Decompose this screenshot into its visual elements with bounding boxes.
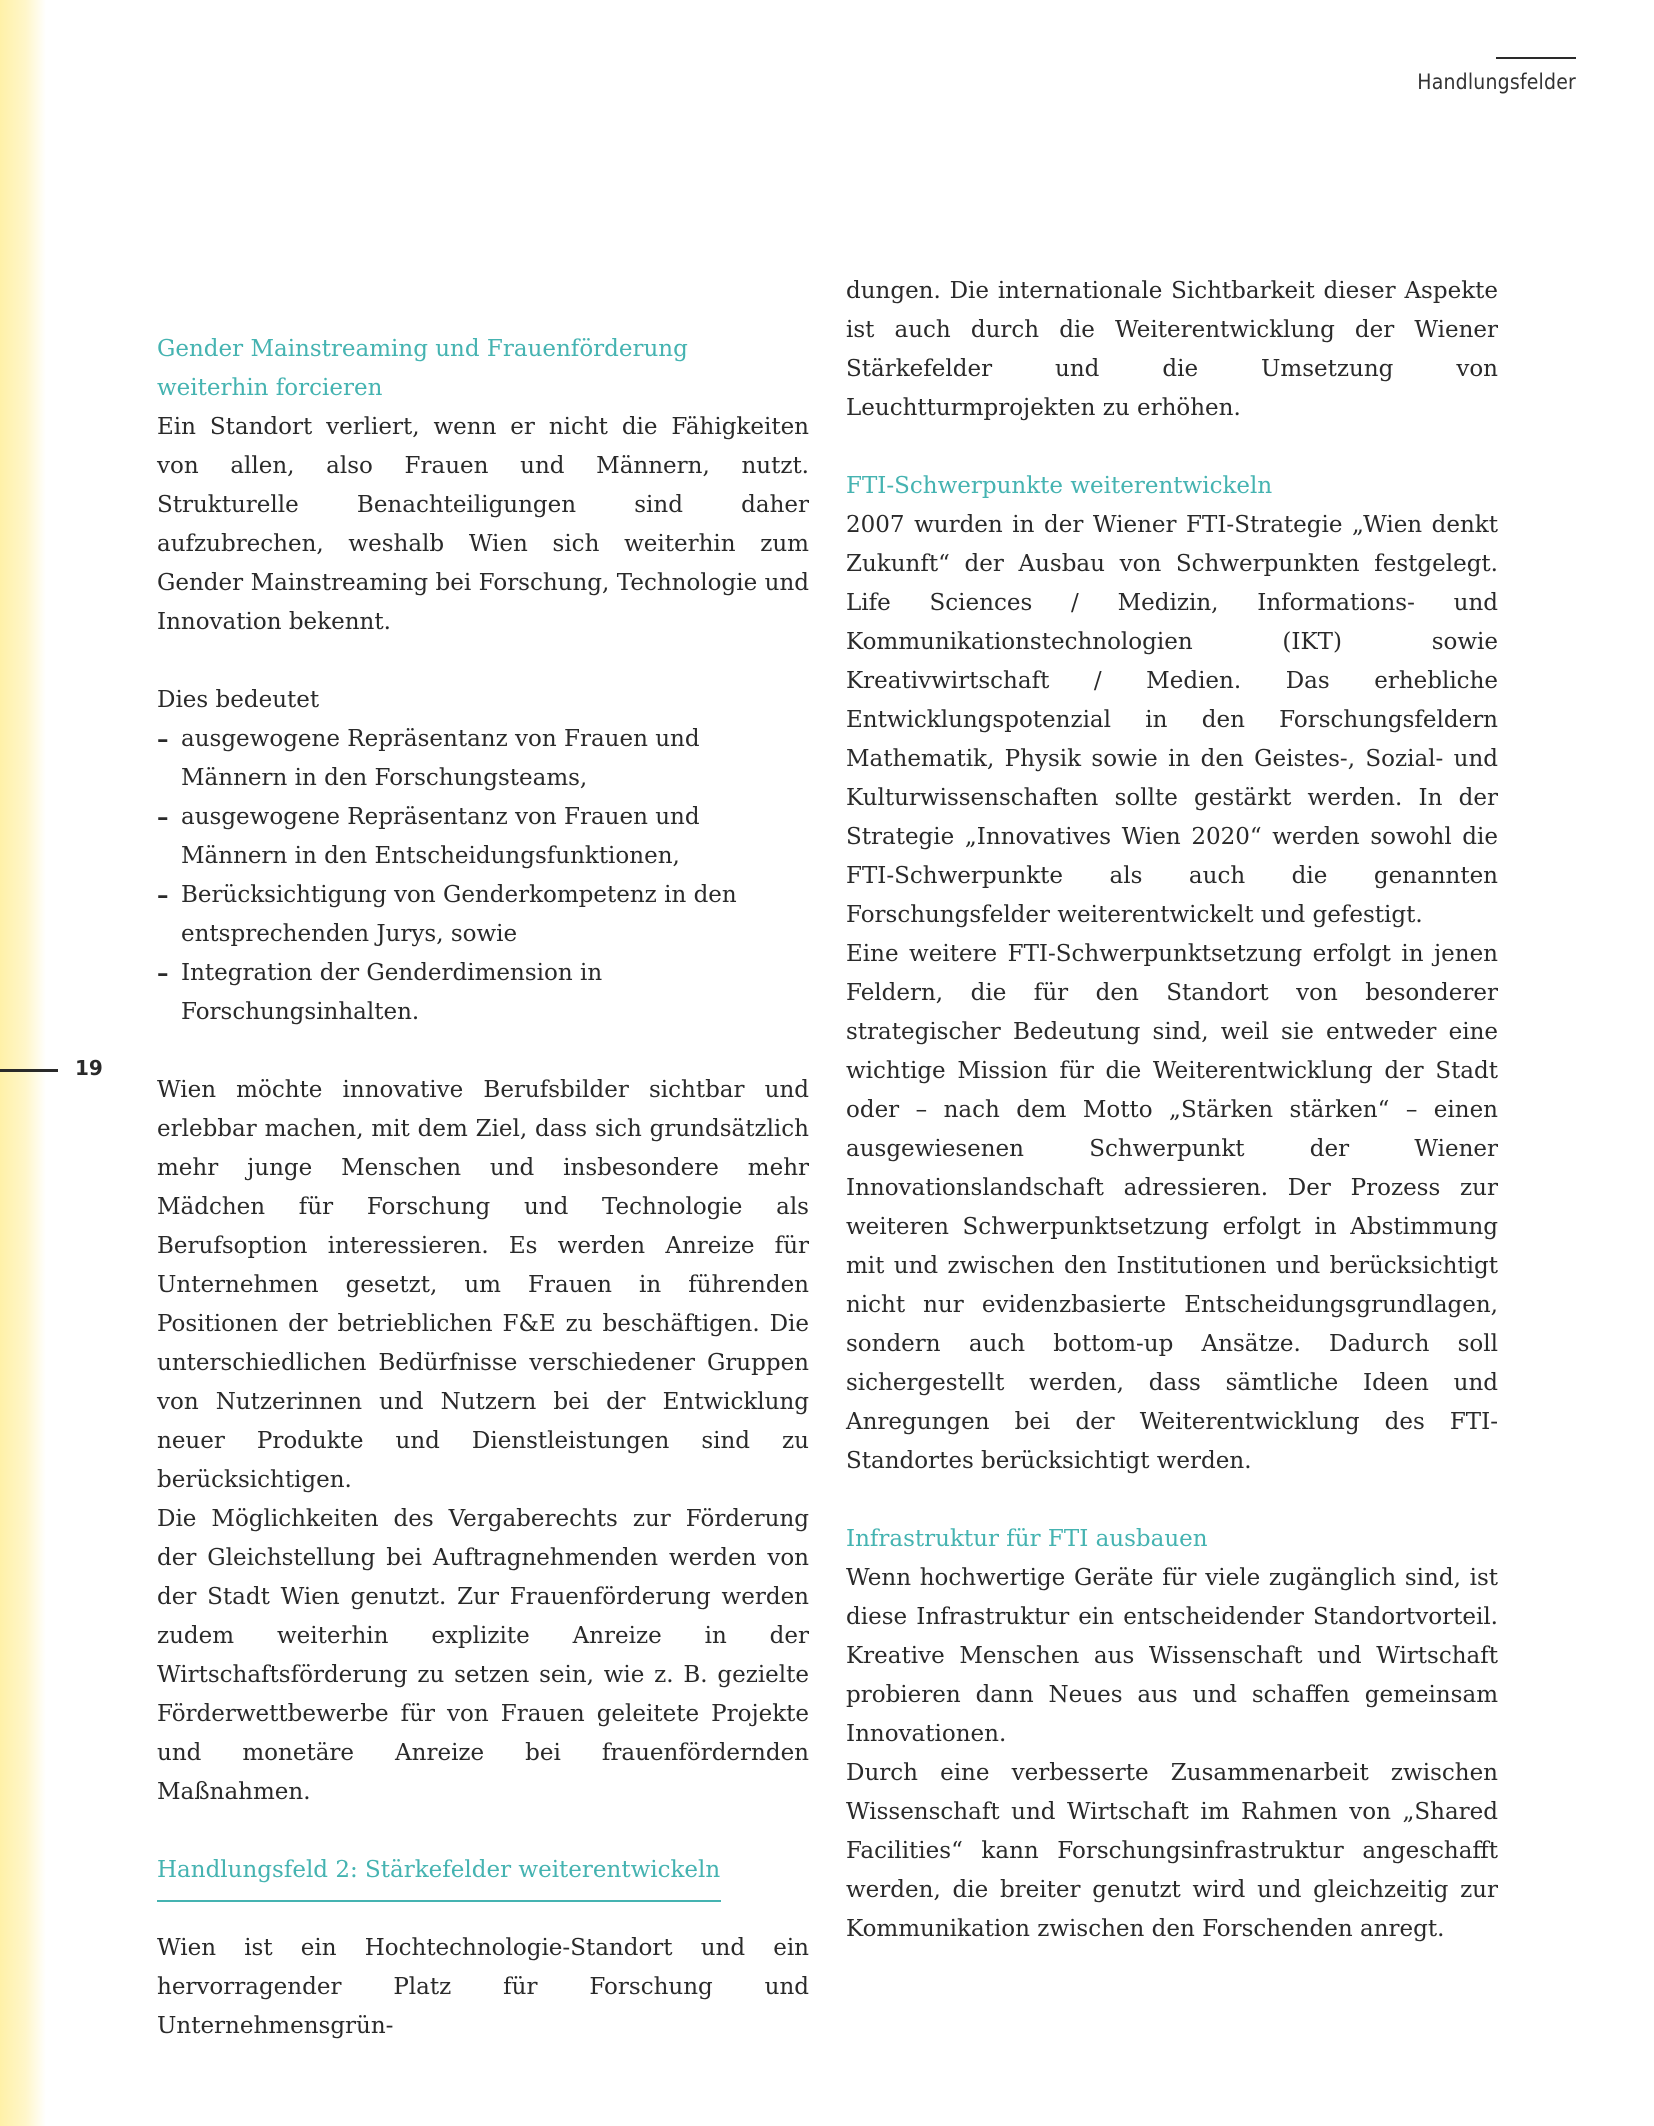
- heading-infrastruktur: Infrastruktur für FTI ausbauen: [846, 1526, 1208, 1552]
- paragraph-strategie: 2007 wurden in der Wiener FTI-Strategie „Wien denkt Zukunft“ der Ausbau von Schwerpunkten festgelegt. Life Sciences / Medizin, Informations- und Kommunikationstechnologien (IKT) sowie Kreativwirtschaft / Medien. Das erhebliche Entwicklungspotenzial in den Forschungsfeldern Mathematik, Physik sowie in den Geistes-, Sozial- und Kulturwissenschaften sollte gestärkt werden. In der Strategie „Innovatives Wien 2020“ werden sowohl die FTI-Schwerpunkte als auch die genannten Forschungsfelder weiterentwickelt und gefestigt.: [846, 512, 1498, 928]
- right-column: [846, 272, 1498, 1949]
- section-rule: [157, 1900, 721, 1902]
- left-column: [157, 330, 809, 2046]
- header-rule: [1496, 57, 1576, 59]
- list-item: – ausgewogene Repräsentanz von Frauen und Männern in den Entscheidungsfunktionen,: [157, 798, 809, 876]
- heading-line: weiterhin forcieren: [157, 375, 383, 401]
- page-number-rule: [0, 1069, 58, 1072]
- paragraph-berufsbilder: Wien möchte innovative Berufsbilder sichtbar und erlebbar machen, mit dem Ziel, dass sich grundsätzlich mehr junge Menschen und insbesondere mehr Mädchen für Forschung und Technologie als Berufsoption interessieren. Es werden Anreize für Unternehmen gesetzt, um Frauen in führenden Positionen der betrieblichen F&E zu beschäftigen. Die unterschiedlichen Bedürfnisse verschiedener Gruppen von Nutzerinnen und Nutzern bei der Entwicklung neuer Produkte und Dienstleistungen sind zu berücksichtigen.: [157, 1077, 809, 1493]
- heading-fti-schwerpunkte: FTI-Schwerpunkte weiterentwickeln: [846, 473, 1273, 499]
- list-item: – Berücksichtigung von Genderkompetenz in den entsprechenden Jurys, sowie: [157, 876, 809, 954]
- heading-handlungsfeld-2: Handlungsfeld 2: Stärkefelder weiterentwickeln: [157, 1857, 721, 1883]
- paragraph-vergaberecht: Die Möglichkeiten des Vergaberechts zur Förderung der Gleichstellung bei Auftragnehmenden werden von der Stadt Wien genutzt. Zur Frauenförderung werden zudem weiterhin explizite Anreize in der Wirtschaftsförderung zu setzen sein, wie z. B. gezielte Förderwettbewerbe für von Frauen geleitete Projekte und monetäre Anreize bei frauenfördernden Maßnahmen.: [157, 1506, 809, 1805]
- paragraph-standort: Ein Standort verliert, wenn er nicht die Fähigkeiten von allen, also Frauen und Männern, nutzt. Strukturelle Benachteiligungen sind daher aufzubrechen, weshalb Wien sich weiterhin zum Gender Mainstreaming bei Forschung, Technologie und Innovation bekennt.: [157, 414, 809, 635]
- paragraph-hochtechnologie: Wien ist ein Hochtechnologie-Standort und ein hervorragender Platz für Forschung und Unternehmensgrün-: [157, 1935, 809, 2039]
- paragraph-shared-facilities: Durch eine verbesserte Zusammenarbeit zwischen Wissenschaft und Wirtschaft im Rahmen von „Shared Facilities“ kann Forschungsinfrastruktur angeschafft werden, die breiter genutzt wird und gleichzeitig zur Kommunikation zwischen den Forschenden anregt.: [846, 1760, 1498, 1942]
- page-number: 19: [75, 1056, 103, 1080]
- paragraph-continuation: dungen. Die internationale Sichtbarkeit dieser Aspekte ist auch durch die Weiterentwicklung der Wiener Stärkefelder und die Umsetzung von Leuchtturmprojekten zu erhöhen.: [846, 278, 1498, 421]
- page-edge-strip: [0, 0, 46, 2126]
- list-item: – ausgewogene Repräsentanz von Frauen und Männern in den Forschungsteams,: [157, 720, 809, 798]
- paragraph-schwerpunktsetzung: Eine weitere FTI-Schwerpunktsetzung erfolgt in jenen Feldern, die für den Standort von besonderer strategischer Bedeutung sind, weil sie entweder eine wichtige Mission für die Weiterentwicklung der Stadt oder – nach dem Motto „Stärken stärken“ – einen ausgewiesenen Schwerpunkt der Wiener Innovationslandschaft adressieren. Der Prozess zur weiteren Schwerpunktsetzung erfolgt in Abstimmung mit und zwischen den Institutionen und berücksichtigt nicht nur evidenzbasierte Entscheidungsgrundlagen, sondern auch bottom-up Ansätze. Dadurch soll sichergestellt werden, dass sämtliche Ideen und Anregungen bei der Weiterentwicklung des FTI-Standortes berücksichtigt werden.: [846, 941, 1498, 1474]
- heading-line: Gender Mainstreaming und Frauenförderung: [157, 336, 688, 362]
- paragraph-geraete: Wenn hochwertige Geräte für viele zugänglich sind, ist diese Infrastruktur ein entscheidender Standortvorteil. Kreative Menschen aus Wissenschaft und Wirtschaft probieren dann Neues aus und schaffen gemeinsam Innovationen.: [846, 1565, 1498, 1747]
- dash-list: [157, 720, 809, 1032]
- list-item: – Integration der Genderdimension in Forschungsinhalten.: [157, 954, 809, 1032]
- section-label: Handlungsfelder: [1417, 70, 1576, 94]
- list-intro: Dies bedeutet: [157, 687, 320, 713]
- heading-gender-mainstreaming: [157, 330, 809, 408]
